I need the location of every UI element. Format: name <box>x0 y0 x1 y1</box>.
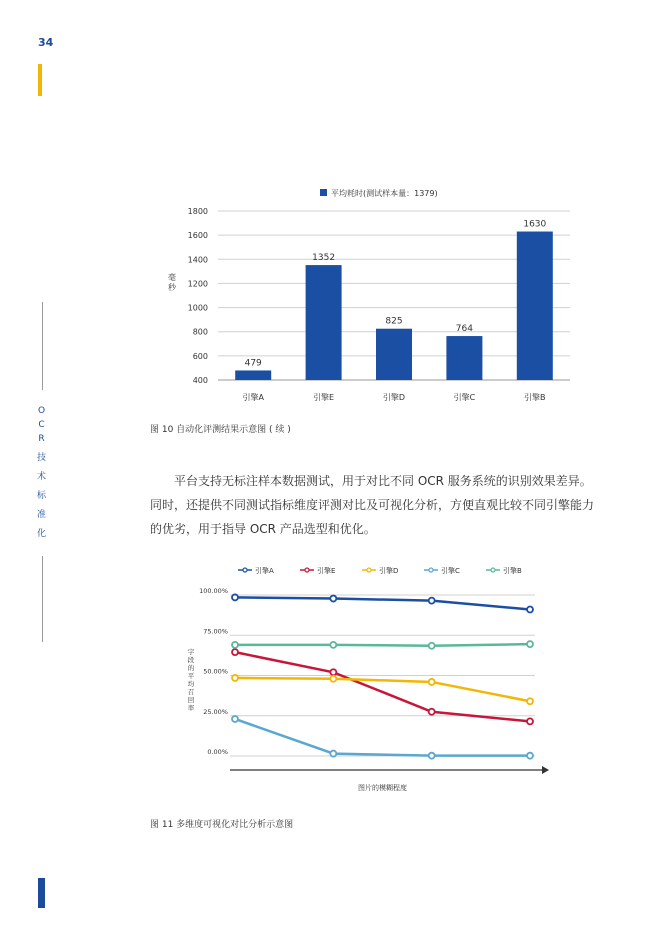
figure-10-caption: 图 10 自动化评测结果示意图 ( 续 ) <box>150 425 291 435</box>
bar-value-label: 1630 <box>523 219 547 230</box>
y-axis-label: 毫 <box>168 273 176 282</box>
series-line <box>235 644 530 646</box>
series-line <box>235 597 530 609</box>
legend-label: 引擎C <box>441 567 460 575</box>
sidebar-title-char: 化 <box>36 529 47 539</box>
y-tick-label: 100.00% <box>199 587 228 595</box>
data-point <box>429 598 435 604</box>
x-tick-label: 引擎D <box>382 393 406 402</box>
y-axis-label: 段 <box>187 656 195 664</box>
data-point <box>232 642 238 648</box>
data-point <box>232 649 238 655</box>
y-axis-label: 平 <box>187 672 195 680</box>
legend-label: 引擎A <box>255 567 274 575</box>
y-axis-label: 秒 <box>168 283 176 292</box>
sidebar-title <box>35 404 49 541</box>
y-axis-label: 字 <box>187 648 195 656</box>
legend-marker <box>243 568 247 572</box>
data-point <box>429 679 435 685</box>
y-axis-label: 召 <box>187 688 195 696</box>
bar <box>446 336 482 380</box>
sidebar-title-char: 术 <box>36 472 47 482</box>
data-point <box>330 676 336 682</box>
y-tick-label: 400 <box>192 376 208 385</box>
y-tick-label: 50.00% <box>203 667 228 676</box>
sidebar-title-char: 技 <box>36 453 47 463</box>
x-axis-label: 图片的模糊程度 <box>358 784 407 792</box>
data-point <box>429 709 435 715</box>
data-point <box>330 751 336 757</box>
y-tick-label: 0.00% <box>207 748 228 756</box>
accent-bar <box>38 64 42 96</box>
series-line <box>235 652 530 721</box>
data-point <box>527 606 533 612</box>
legend-swatch <box>320 189 327 196</box>
legend-marker <box>305 568 309 572</box>
legend-label: 引擎D <box>379 567 399 575</box>
legend-label: 引擎B <box>503 567 522 575</box>
y-tick-label: 1000 <box>187 303 208 313</box>
sidebar-divider-top <box>42 302 43 390</box>
body-paragraph: 平台支持无标注样本数据测试，用于对比不同 OCR 服务系统的识别效果差异。同时，还提供不同测试指标维度评测对比及可视化分析，方便直观比较不同引擎能力的优劣，用于指导 OCR 产品选型和优化。 <box>150 474 595 536</box>
series-line <box>235 678 530 701</box>
data-point <box>330 642 336 648</box>
y-tick-label: 1600 <box>187 231 208 241</box>
y-tick-label: 600 <box>192 351 208 361</box>
legend-label: 引擎E <box>317 567 336 575</box>
figure-11-caption: 图 11 多维度可视化对比分析示意图 <box>150 820 294 830</box>
y-tick-label: 800 <box>192 327 208 337</box>
x-axis-arrow <box>542 766 549 774</box>
x-tick-label: 引擎B <box>524 393 546 402</box>
series-line <box>235 719 530 756</box>
data-point <box>330 669 336 675</box>
y-axis-label: 的 <box>187 664 195 672</box>
x-tick-label: 引擎C <box>453 393 476 402</box>
bar <box>306 265 342 380</box>
data-point <box>429 753 435 759</box>
y-tick-label: 25.00% <box>203 707 228 716</box>
bottom-accent-bar <box>38 878 45 908</box>
line-chart <box>170 558 570 798</box>
y-tick-label: 1200 <box>187 279 208 289</box>
bar-value-label: 764 <box>455 324 473 335</box>
y-tick-label: 75.00% <box>203 627 228 636</box>
page-number: 34 <box>38 36 54 49</box>
data-point <box>527 641 533 647</box>
data-point <box>232 675 238 681</box>
bar-value-label: 825 <box>385 316 403 327</box>
y-axis-label: 回 <box>187 696 195 704</box>
legend-marker <box>491 568 495 572</box>
bar <box>376 329 412 380</box>
data-point <box>330 596 336 602</box>
data-point <box>527 753 533 759</box>
data-point <box>232 594 238 600</box>
bar-value-label: 479 <box>244 358 262 369</box>
bar <box>235 370 271 380</box>
bar-chart <box>160 180 580 410</box>
legend-marker <box>429 568 433 572</box>
y-axis-label: 率 <box>187 704 195 712</box>
sidebar-title-latin: OCR <box>37 406 47 444</box>
y-tick-label: 1400 <box>187 255 208 265</box>
x-tick-label: 引擎A <box>242 393 264 402</box>
legend-marker <box>367 568 371 572</box>
x-tick-label: 引擎E <box>313 393 335 402</box>
data-point <box>527 698 533 704</box>
legend-label: 平均耗时(测试样本量：1379) <box>331 189 438 198</box>
data-point <box>527 718 533 724</box>
data-point <box>429 643 435 649</box>
sidebar-title-char: 准 <box>36 510 47 520</box>
bar <box>517 232 553 380</box>
sidebar-title-char: 标 <box>36 491 47 501</box>
y-axis-label: 均 <box>187 680 195 688</box>
bar-value-label: 1352 <box>312 253 336 264</box>
y-tick-label: 1800 <box>187 207 208 216</box>
data-point <box>232 716 238 722</box>
sidebar-divider-bottom <box>42 556 43 642</box>
